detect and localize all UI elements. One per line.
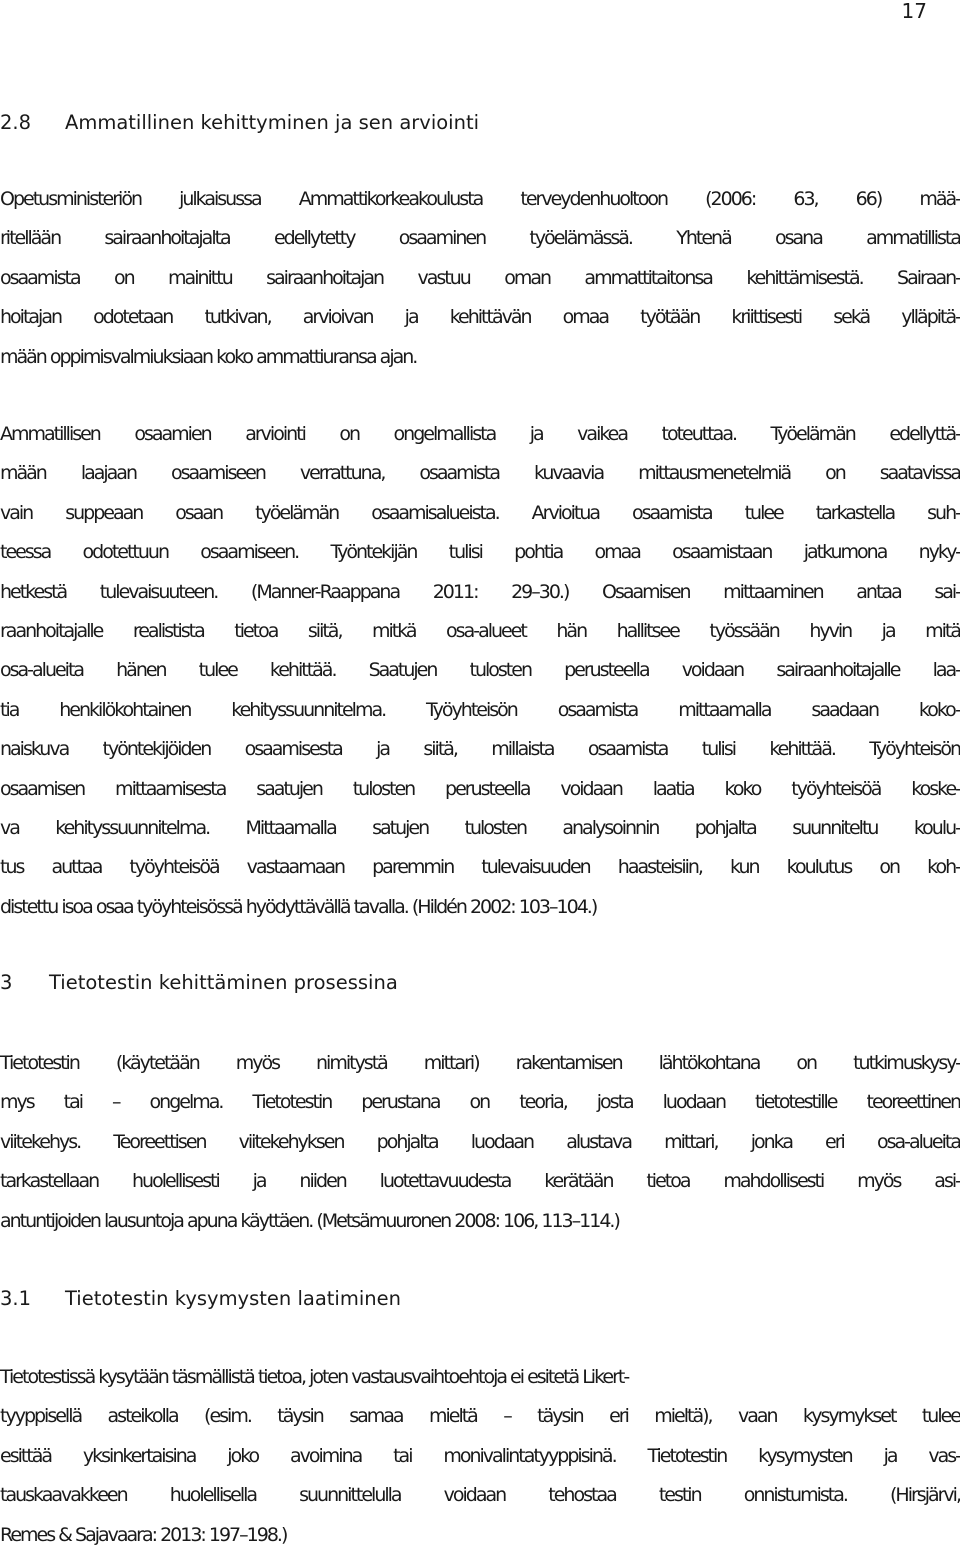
text-line: hoitajan odotetaan tutkivan, arvioivan ja kehittävän omaa työtään kriittisesti sekä ylläpitä- [0, 306, 960, 329]
text-line: raanhoitajalle realistista tietoa siitä, mitkä osa-alueet hän hallitsee työssään hyvin ja mitä [0, 619, 960, 642]
text-line: Tietotestissä kysytään täsmällistä tietoa, joten vastausvaihtoehtoja ei esitetä Likert- [0, 1366, 629, 1388]
text-line: vain suppeaan osaan työelämän osaamisalueista. Arvioitua osaamista tulee tarkastella suh- [0, 501, 960, 524]
text-line: tarkastellaan huolellisesti ja niiden luotettavuudesta kerätään tietoa mahdollisesti myös asi- [0, 1170, 960, 1193]
text-line: va kehityssuunnitelma. Mittaamalla satujen tulosten analysoinnin pohjalta suunniteltu koulu- [0, 816, 960, 839]
text-line: tia henkilökohtainen kehityssuunnitelma. Työyhteisön osaamista mittaamalla saadaan koko- [0, 698, 960, 721]
text-line: osa-alueita hänen tulee kehittää. Saatujen tulosten perusteella voidaan sairaanhoitajalle laa- [0, 659, 960, 682]
paragraph [0, 1044, 960, 1241]
text-line: mään oppimisvalmiuksiaan koko ammattiuransa ajan. [0, 345, 417, 368]
text-line: tauskaavakkeen huolellisella suunnittelulla voidaan tehostaa testin onnistumista. (Hirsjärvi, [0, 1484, 960, 1507]
paragraph [0, 180, 960, 377]
text-line: Opetusministeriön julkaisussa Ammattikorkeakoulusta terveydenhuoltoon (2006: 63, 66) mää- [0, 188, 960, 210]
text-line: hetkestä tulevaisuuteen. (Manner-Raappana 2011: 29–30.) Osaamisen mittaaminen antaa sai- [0, 580, 960, 603]
section-title: Tietotestin kysymysten laatiminen [65, 1287, 401, 1310]
text-line: osaamisen mittaamisesta saatujen tulosten perusteella voidaan laatia koko työyhteisöä koske- [0, 777, 960, 800]
text-line: ritellään sairaanhoitajalta edellytetty osaaminen työelämässä. Yhtenä osana ammatillista [0, 227, 960, 250]
section-number: 3 [0, 971, 13, 994]
section-number: 3.1 [0, 1287, 32, 1310]
section-heading-3 [0, 970, 398, 996]
section-title: Tietotestin kehittäminen prosessina [49, 971, 398, 994]
text-line: teessa odotettuun osaamiseen. Työntekijän tulisi pohtia omaa osaamistaan jatkumona nyky- [0, 541, 960, 564]
paragraph [0, 1358, 960, 1555]
text-line: distettu isoa osaa työyhteisössä hyödyttävällä tavalla. (Hildén 2002: 103–104.) [0, 895, 597, 918]
text-line: tyyppisellä asteikolla (esim. täysin samaa mieltä – täysin eri mieltä), vaan kysymykset tulee [0, 1405, 960, 1428]
text-line: viitekehys. Teoreettisen viitekehyksen pohjalta luodaan alustava mittari, jonka eri osa-alueita [0, 1130, 960, 1153]
text-line: Tietotestin (käytetään myös nimitystä mittari) rakentamisen lähtökohtana on tutkimuskysy- [0, 1052, 960, 1074]
text-line: naiskuva työntekijöiden osaamisesta ja siitä, millaista osaamista tulisi kehittää. Työyhteisön [0, 738, 960, 761]
text-line: esittää yksinkertaisina joko avoimina tai monivalintatyyppisinä. Tietotestin kysymysten ja vas- [0, 1444, 960, 1467]
section-number: 2.8 [0, 111, 32, 134]
page-number: 17 [901, 0, 927, 23]
text-line: osaamista on mainittu sairaanhoitajan vastuu oman ammattitaitonsa kehittämisestä. Sairaan- [0, 266, 960, 289]
text-line: Remes & Sajavaara: 2013: 197–198.) [0, 1523, 287, 1546]
paragraph [0, 415, 960, 927]
text-line: mys tai – ongelma. Tietotestin perustana on teoria, josta luodaan tietotestille teoreettinen [0, 1091, 960, 1114]
text-line: antuntijoiden lausuntoja apuna käyttäen. (Metsämuuronen 2008: 106, 113–114.) [0, 1209, 619, 1232]
text-line: tus auttaa työyhteisöä vastaamaan paremmin tulevaisuuden haasteisiin, kun koulutus on koh- [0, 856, 960, 879]
section-title: Ammatillinen kehittyminen ja sen arviointi [65, 111, 480, 134]
section-heading-3-1 [0, 1286, 401, 1312]
text-line: mään laajaan osaamiseen verrattuna, osaamista kuvaavia mittausmenetelmiä on saatavissa [0, 462, 960, 485]
text-line: Ammatillisen osaamien arviointi on ongelmallista ja vaikea toteuttaa. Työelämän edellyttä- [0, 423, 960, 445]
section-heading-2-8 [0, 110, 479, 136]
